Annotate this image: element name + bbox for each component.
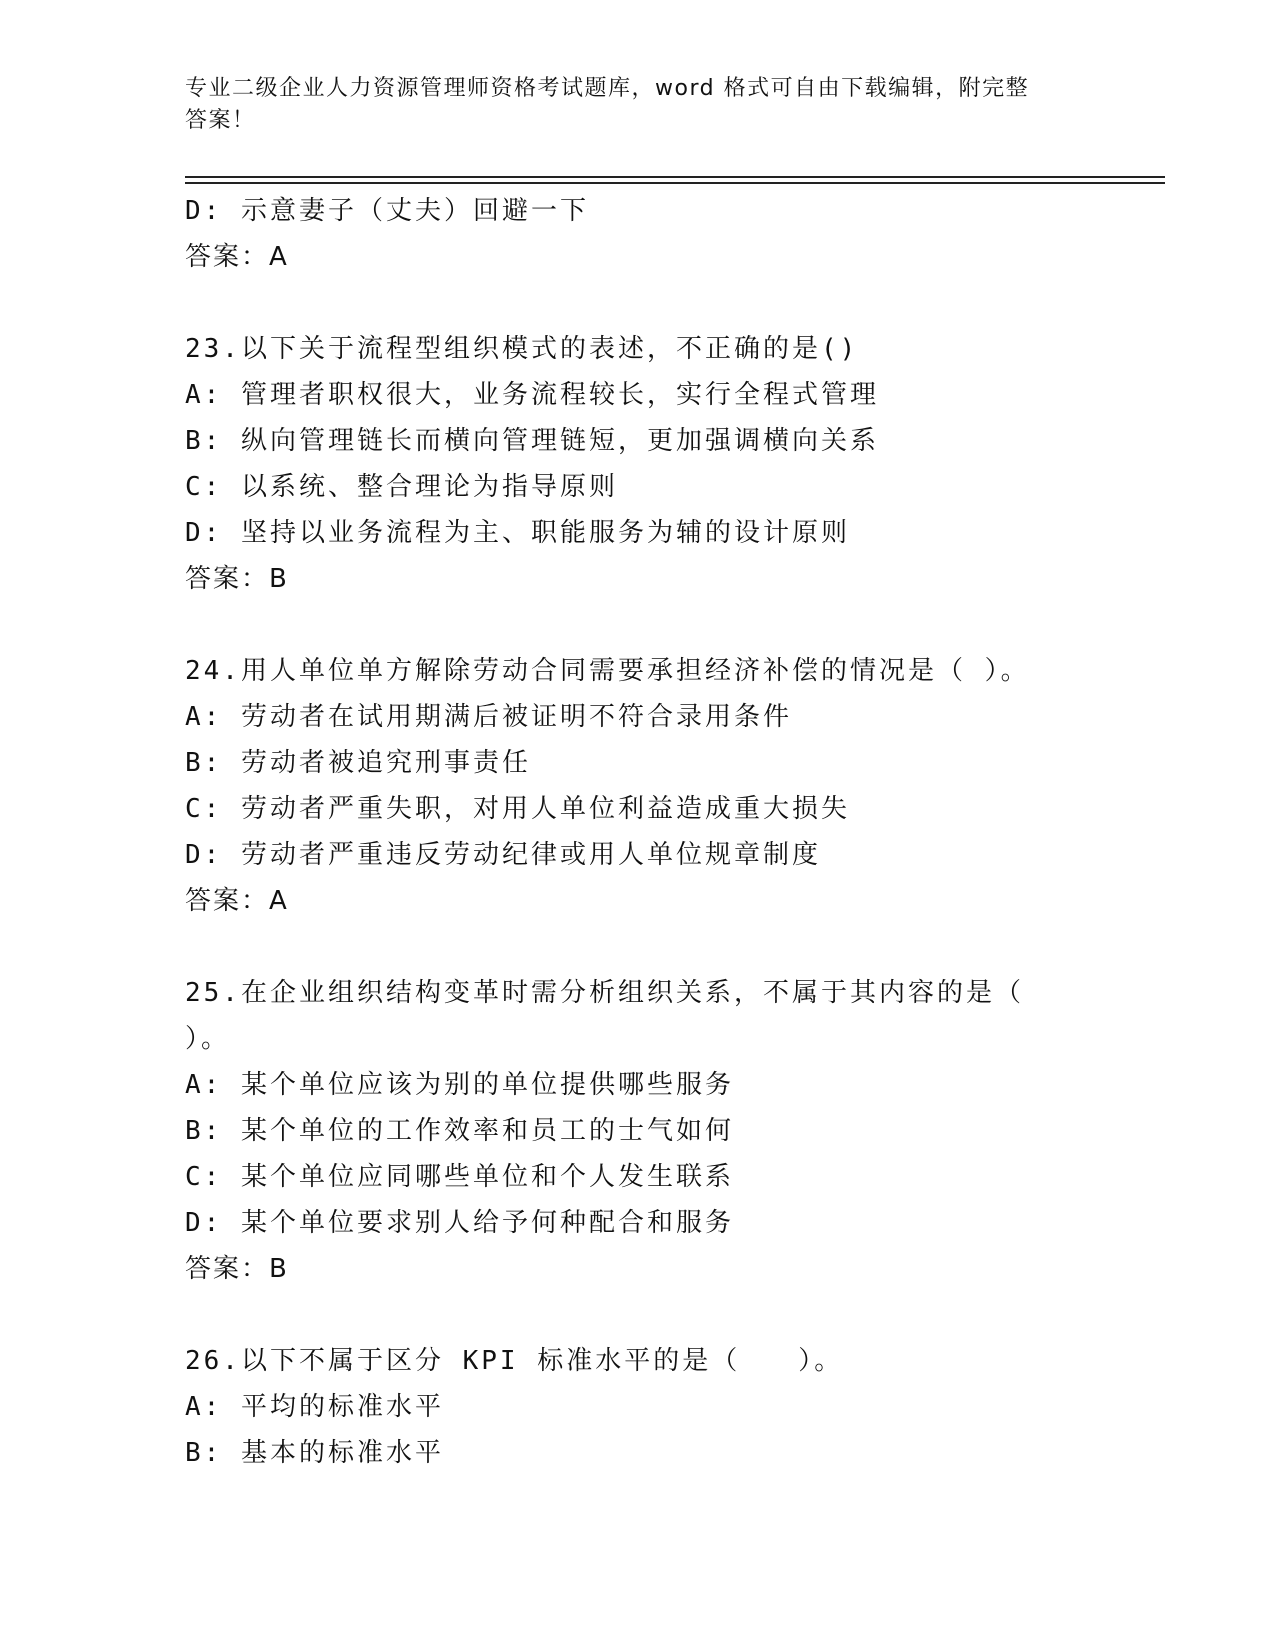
question-list — [185, 188, 1145, 1476]
option-c: C: 劳动者严重失职，对用人单位利益造成重大损失 — [185, 794, 850, 824]
option-b: B: 基本的标准水平 — [185, 1438, 444, 1468]
option-c: C: 以系统、整合理论为指导原则 — [185, 472, 618, 502]
header-line-1: 专业二级企业人力资源管理师资格考试题库，word 格式可自由下载编辑，附完整 — [185, 76, 1030, 101]
option-a: A: 管理者职权很大，业务流程较长，实行全程式管理 — [185, 380, 879, 410]
question-23 — [185, 326, 1145, 602]
header-divider-top — [185, 176, 1165, 178]
header-line-2: 答案！ — [185, 108, 256, 133]
question-stem-line-1: 25.在企业组织结构变革时需分析组织关系，不属于其内容的是（ — [185, 978, 1024, 1008]
document-header — [185, 73, 1085, 137]
option-d: D: 劳动者严重违反劳动纪律或用人单位规章制度 — [185, 840, 821, 870]
question-stem: 24.用人单位单方解除劳动合同需要承担经济补偿的情况是（ ）。 — [185, 656, 1030, 686]
option-b: B: 劳动者被追究刑事责任 — [185, 748, 531, 778]
answer: 答案：A — [185, 886, 289, 916]
header-divider-bottom — [185, 182, 1165, 184]
spacer — [185, 602, 1145, 648]
question-24 — [185, 648, 1145, 924]
answer: 答案：B — [185, 564, 289, 594]
option-b: B: 某个单位的工作效率和员工的士气如何 — [185, 1116, 734, 1146]
spacer — [185, 924, 1145, 970]
option-a: A: 平均的标准水平 — [185, 1392, 444, 1422]
question-stem: 23.以下关于流程型组织模式的表述，不正确的是() — [185, 334, 859, 364]
option-c: C: 某个单位应同哪些单位和个人发生联系 — [185, 1162, 734, 1192]
option-d: D: 某个单位要求别人给予何种配合和服务 — [185, 1208, 734, 1238]
question-stem: 26.以下不属于区分 KPI 标准水平的是（ ）。 — [185, 1346, 844, 1376]
option-d: D: 示意妻子（丈夫）回避一下 — [185, 196, 589, 226]
option-a: A: 劳动者在试用期满后被证明不符合录用条件 — [185, 702, 792, 732]
answer: 答案：A — [185, 242, 289, 272]
option-a: A: 某个单位应该为别的单位提供哪些服务 — [185, 1070, 734, 1100]
question-25 — [185, 970, 1145, 1292]
option-b: B: 纵向管理链长而横向管理链短，更加强调横向关系 — [185, 426, 879, 456]
option-d: D: 坚持以业务流程为主、职能服务为辅的设计原则 — [185, 518, 850, 548]
question-stem-line-2: ）。 — [185, 1024, 231, 1054]
question-26 — [185, 1338, 1145, 1476]
spacer — [185, 280, 1145, 326]
answer: 答案：B — [185, 1254, 289, 1284]
question-22-tail — [185, 188, 1145, 280]
spacer — [185, 1292, 1145, 1338]
